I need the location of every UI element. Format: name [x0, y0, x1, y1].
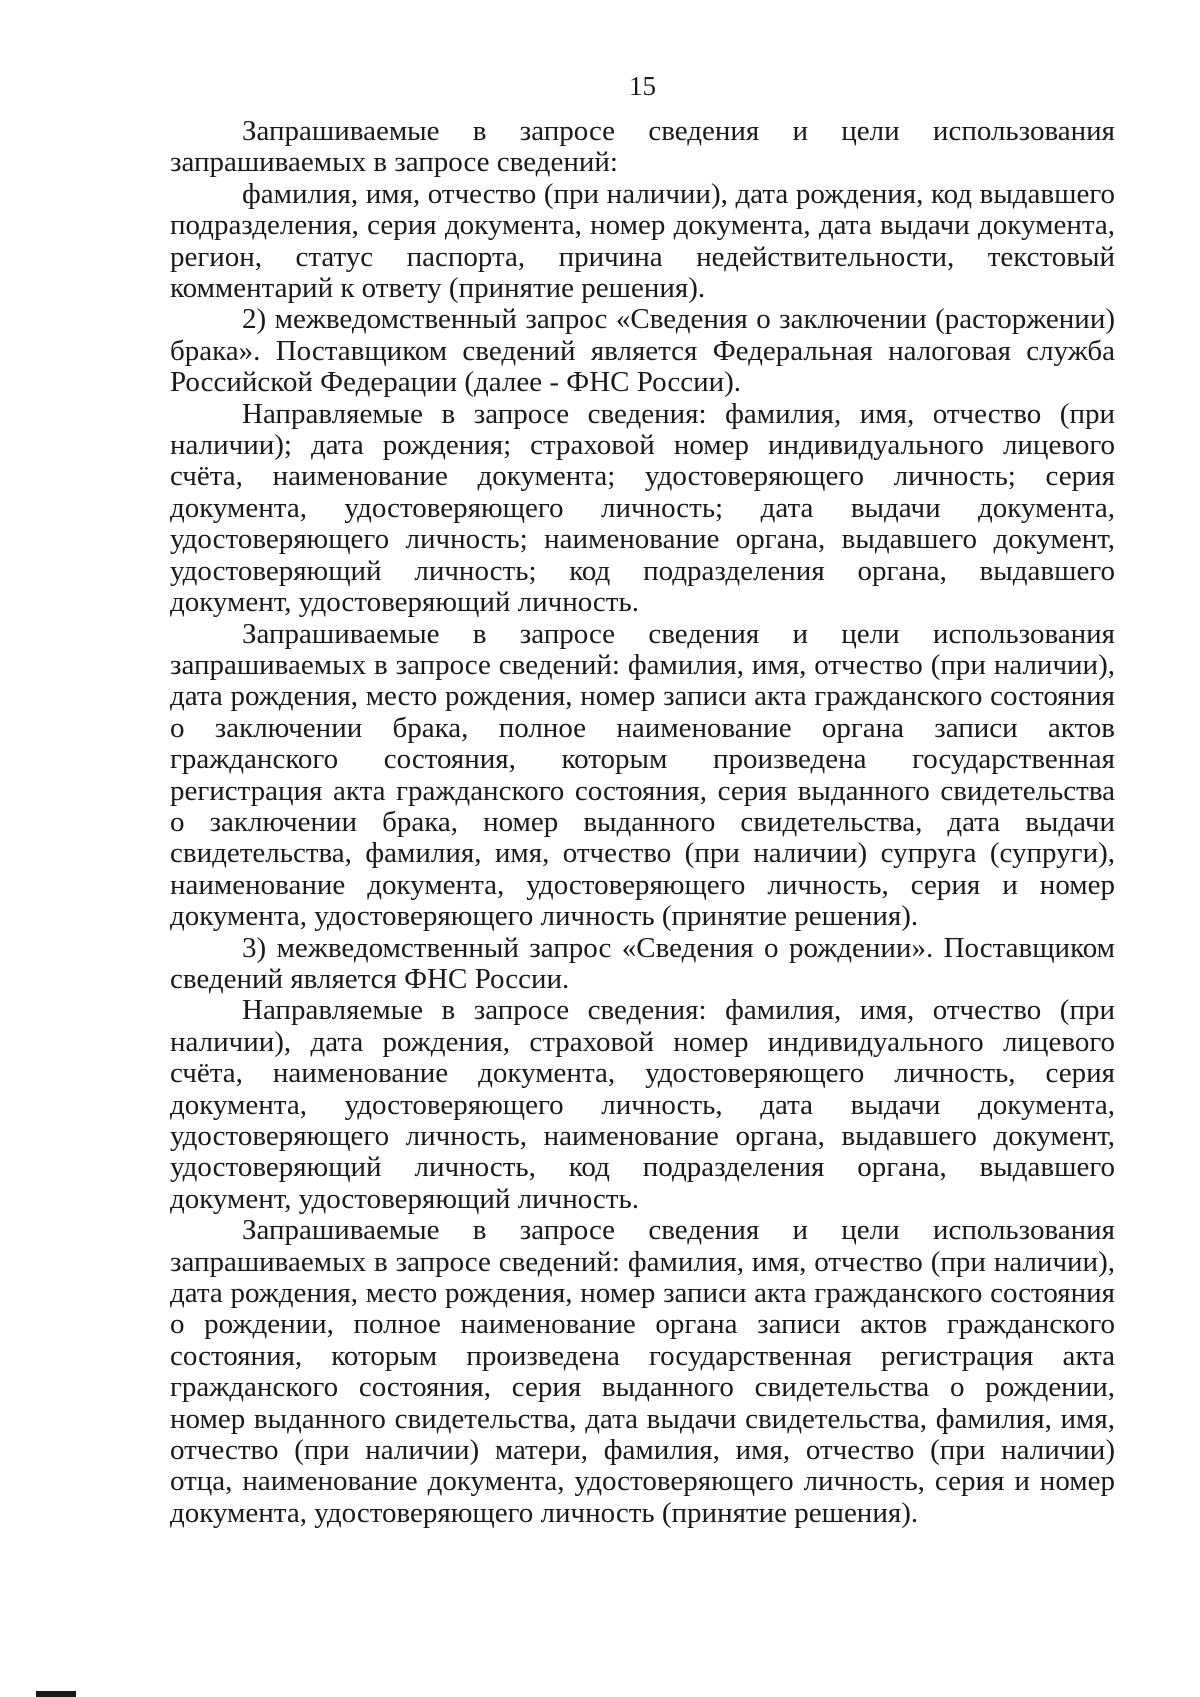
paragraph-requested-info-heading: Запрашиваемые в запросе сведения и цели использования запрашиваемых в запросе сведений: [170, 115, 1115, 179]
paragraph-birth-requested-info: Запрашиваемые в запросе сведения и цели использования запрашиваемых в запросе сведений: фамилия, имя, отчество (при наличии), дата рождения, место рождения, номер записи акта гражданского состояния о рождении, полное наименование органа записи актов гражданского состояния, которым произведена государственная регистрация акта гражданского состояния, серия выданного свидетельства о рождении, номер выданного свидетельства, дата выдачи свидетельства, фамилия, имя, отчество (при наличии) матери, фамилия, имя, отчество (при наличии) отца, наименование документа, удостоверяющего личность, серия и номер документа, удостоверяющего личность (принятие решения). [170, 1214, 1115, 1529]
document-body [170, 116, 1115, 1529]
page-number: 15 [629, 71, 656, 101]
paragraph-request-3-birth: 3) межведомственный запрос «Сведения о рождении». Поставщиком сведений является ФНС России. [170, 931, 1115, 995]
paragraph-marriage-sent-info: Направляемые в запросе сведения: фамилия, имя, отчество (при наличии); дата рождения; страховой номер индивидуального лицевого счёта, наименование документа; удостоверяющего личность; серия документа, удостоверяющего личность; дата выдачи документа, удостоверяющего личность; наименование органа, выдавшего документ, удостоверяющий личность; код подразделения органа, выдавшего документ, удостоверяющий личность. [170, 397, 1115, 619]
paragraph-birth-sent-info: Направляемые в запросе сведения: фамилия, имя, отчество (при наличии), дата рождения, страховой номер индивидуального лицевого счёта, наименование документа, удостоверяющего личность, серия документа, удостоверяющего личность, дата выдачи документа, удостоверяющего личность, наименование органа, выдавшего документ, удостоверяющий личность, код подразделения органа, выдавшего документ, удостоверяющий личность. [170, 994, 1115, 1215]
paragraph-request-2-marriage: 2) межведомственный запрос «Сведения о заключении (расторжении) брака». Поставщиком сведений является Федеральная налоговая служба Российской Федерации (далее - ФНС России). [170, 303, 1115, 399]
scan-edge-mark [36, 1691, 76, 1697]
paragraph-marriage-requested-info: Запрашиваемые в запросе сведения и цели использования запрашиваемых в запросе сведений: фамилия, имя, отчество (при наличии), дата рождения, место рождения, номер записи акта гражданского состояния о заключении брака, полное наименование органа записи актов гражданского состояния, которым произведена государственная регистрация акта гражданского состояния, серия выданного свидетельства о заключении брака, номер выданного свидетельства, дата выдачи свидетельства, фамилия, имя, отчество (при наличии) супруга (супруги), наименование документа, удостоверяющего личность, серия и номер документа, удостоверяющего личность (принятие решения). [170, 617, 1115, 933]
paragraph-passport-fields: фамилия, имя, отчество (при наличии), дата рождения, код выдавшего подразделения, серия документа, номер документа, дата выдачи документа, регион, статус паспорта, причина недействительности, текстовый комментарий к ответу (принятие решения). [170, 177, 1115, 305]
